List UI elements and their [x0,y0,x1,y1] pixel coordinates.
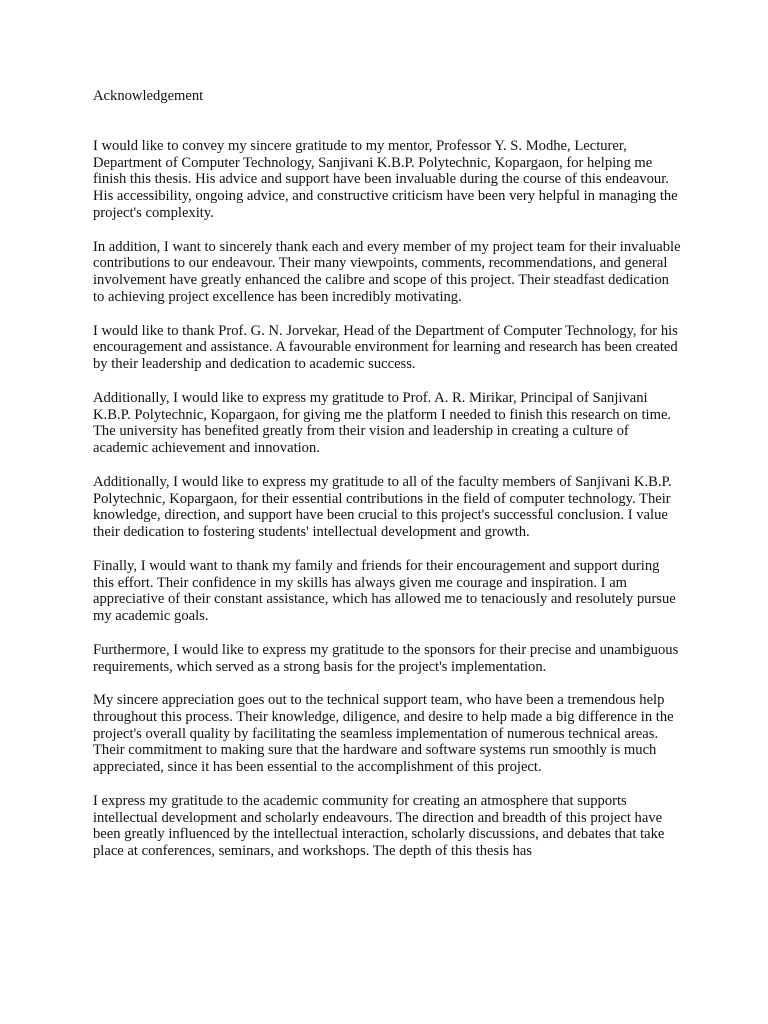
paragraph-faculty: Additionally, I would like to express my gratitude to all of the faculty members of Sanjivani K.B.P. Polytechnic, Kopargaon, for their essential contributions in the field of computer technology. Their knowledge, direction, and support have been crucial to this project's successful conclusion. I value their dedication to fostering students' intellectual development and growth. [93,473,672,541]
paragraph-mentor: I would like to convey my sincere gratitude to my mentor, Professor Y. S. Modhe, Lecturer, Department of Computer Technology, Sanjivani K.B.P. Polytechnic, Kopargaon, for helping me finish this thesis. His advice and support have been invaluable during the course of this endeavour. His accessibility, ongoing advice, and constructive criticism have been very helpful in managing the project's complexity. [93,137,678,221]
paragraph-academic-community: I express my gratitude to the academic community for creating an atmosphere that supports intellectual development and scholarly endeavours. The direction and breadth of this project have been greatly influenced by the intellectual interaction, scholarly discussions, and debates that take place at conferences, seminars, and workshops. The depth of this thesis has [93,792,665,860]
paragraph-family-friends: Finally, I would want to thank my family and friends for their encouragement and support during this effort. Their confidence in my skills has always given me courage and inspiration. I am appreciative of their constant assistance, which has allowed me to tenaciously and resolutely pursue my academic goals. [93,557,676,625]
document-body [93,88,683,860]
paragraph-technical-support: My sincere appreciation goes out to the technical support team, who have been a tremendous help throughout this process. Their knowledge, diligence, and desire to help made a big difference in the project's overall quality by facilitating the seamless implementation of numerous technical areas. Their commitment to making sure that the hardware and software systems run smoothly is much appreciated, since it has been essential to the accomplishment of this project. [93,692,674,776]
paragraph-principal: Additionally, I would like to express my gratitude to Prof. A. R. Mirikar, Principal of Sanjivani K.B.P. Polytechnic, Kopargaon, for giving me the platform I needed to finish this research on time. The university has benefited greatly from their vision and leadership in creating a culture of academic achievement and innovation. [93,389,672,457]
document-title: Acknowledgement [93,88,204,104]
paragraph-sponsors: Furthermore, I would like to express my gratitude to the sponsors for their precise and unambiguous requirements, which served as a strong basis for the project's implementation. [93,641,679,675]
paragraph-project-team: In addition, I want to sincerely thank each and every member of my project team for their invaluable contributions to our endeavour. Their many viewpoints, comments, recommendations, and general involvement have greatly enhanced the calibre and scope of this project. Their steadfast dedication to achieving project excellence has been incredibly motivating. [93,238,681,305]
paragraph-head-of-department: I would like to thank Prof. G. N. Jorvekar, Head of the Department of Computer Technology, for his encouragement and assistance. A favourable environment for learning and research has been created by their leadership and dedication to academic success. [93,322,678,373]
